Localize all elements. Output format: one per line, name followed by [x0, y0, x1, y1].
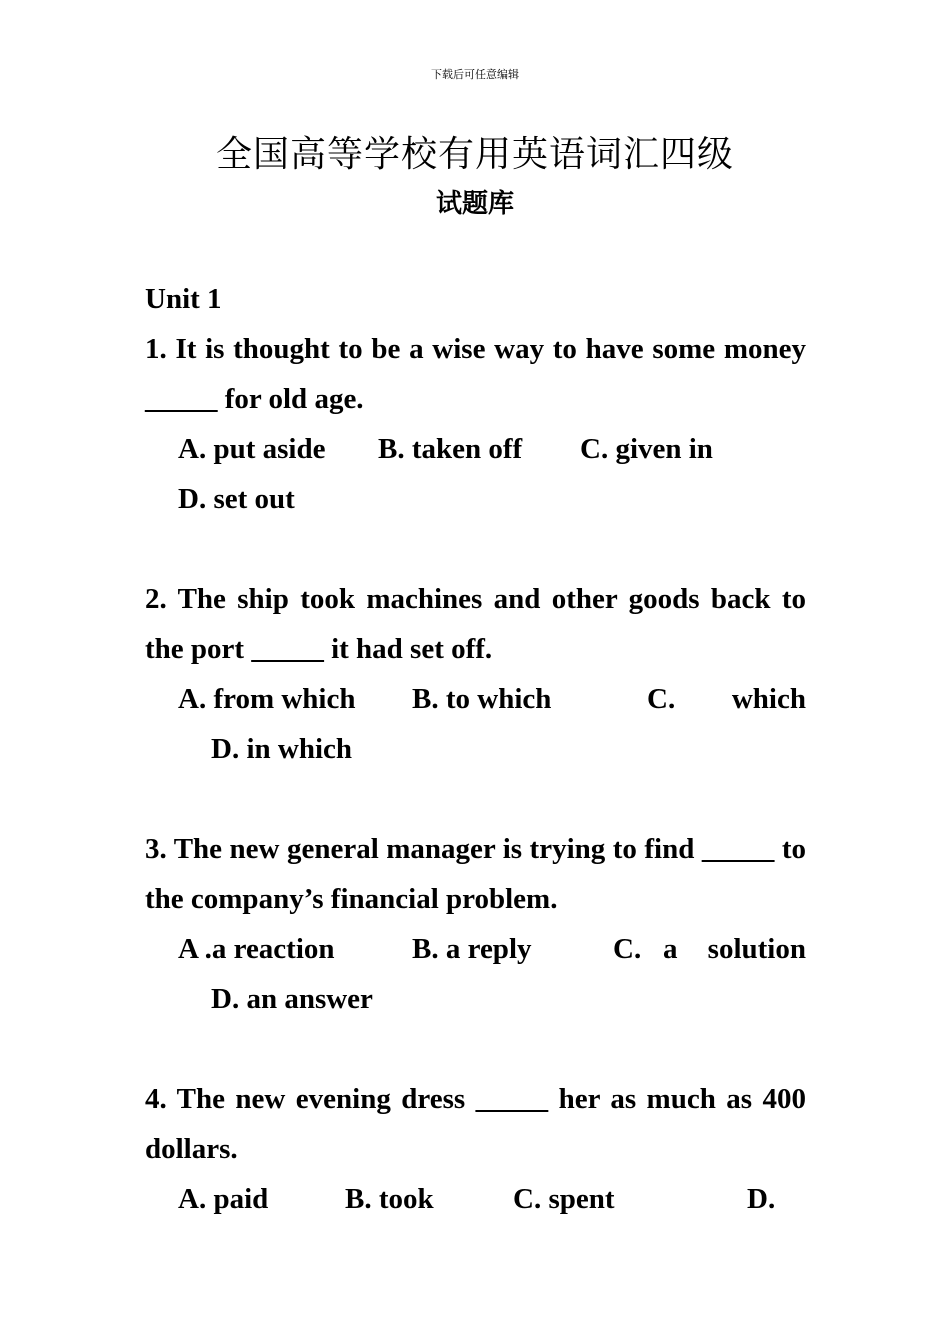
question-2-option-d: D. in which [211, 733, 353, 765]
question-3-stem: 3. The new general manager is trying to find _____ to the company’s financial problem. [145, 833, 806, 915]
question-1-stem: 1. It is thought to be a wise way to have some money _____ for old age. [145, 333, 806, 415]
question-1-option-a: A. put aside [178, 433, 326, 465]
question-2-stem: 2. The ship took machines and other goods back to the port _____ it had set off. [145, 583, 806, 665]
question-3-option-b: B. a reply [412, 933, 532, 965]
question-3-option-c-letter: C. [613, 933, 642, 965]
question-4-option-a: A. paid [178, 1183, 269, 1215]
question-2-option-b: B. to which [412, 683, 552, 715]
question-3-options-row2 [145, 974, 806, 1024]
question-1-option-c: C. given in [580, 433, 713, 465]
question-3-option-c-text: solution [707, 933, 806, 965]
question-1-option-d: D. set out [178, 483, 295, 515]
question-2-option-a: A. from which [178, 683, 356, 715]
question-1-option-b: B. taken off [378, 433, 523, 465]
question-3-option-c-article: a [663, 933, 678, 965]
page-subtitle: 试题库 [435, 189, 514, 219]
question-bank [145, 274, 806, 1224]
question-3-option-a: A .a reaction [178, 933, 335, 965]
question-4-option-c: C. spent [513, 1183, 615, 1215]
question-4-option-b: B. took [345, 1183, 434, 1215]
question-4-option-d: D. [747, 1183, 776, 1215]
page-title: 全国高等学校有用英语词汇四级 [215, 134, 734, 175]
question-4-stem: 4. The new evening dress _____ her as much as 400 dollars. [145, 1083, 806, 1165]
question-3-options [145, 924, 806, 974]
question-1-options-row2 [145, 474, 806, 524]
question-2-option-c-text: which [731, 683, 806, 715]
question-2-option-c-letter: C. [647, 683, 676, 715]
question-2-options-row2 [145, 724, 806, 774]
unit-heading: Unit 1 [145, 283, 222, 315]
question-1-options [145, 424, 806, 474]
question-2-options [145, 674, 806, 724]
question-4-options [145, 1174, 806, 1224]
header-note: 下载后可任意编辑 [431, 68, 519, 81]
question-3-option-d: D. an answer [211, 983, 373, 1015]
